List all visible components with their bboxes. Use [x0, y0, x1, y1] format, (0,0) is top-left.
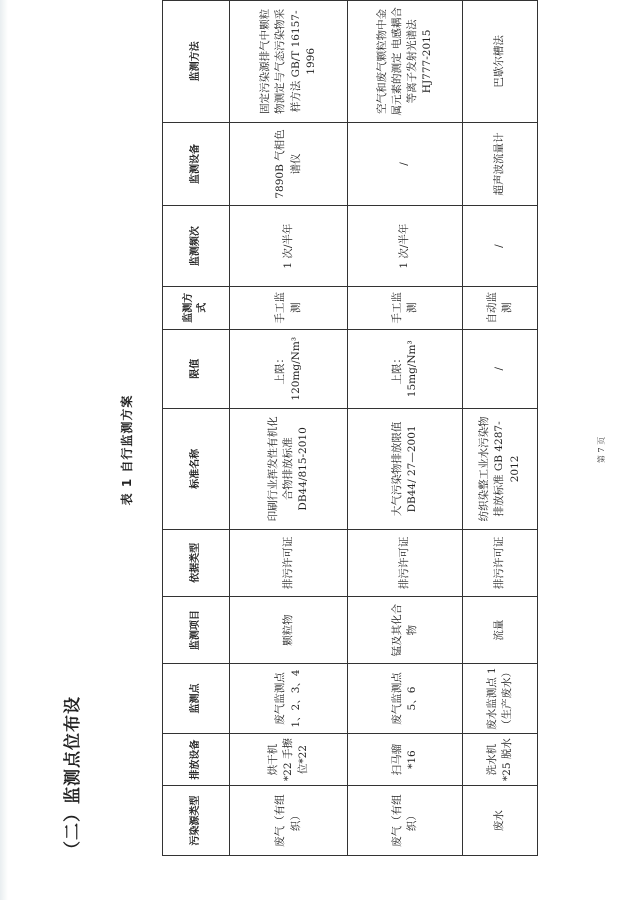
table-caption: 表 1 自行监测方案	[120, 394, 134, 506]
section-title: （二）监测点位布设	[63, 696, 83, 858]
col-header: 排放设备	[163, 733, 230, 785]
cell-basis: 排污许可证	[230, 529, 348, 596]
table-row	[348, 1, 463, 856]
cell-limit: 上限：120mg/Nm³	[230, 329, 348, 409]
cell-frequency: 1 次/半年	[230, 206, 348, 287]
cell-point: 废气监测点 5、6	[348, 664, 463, 734]
cell-standard: 纺织染整工业水污染物排放标准 GB 4287-2012	[463, 409, 538, 530]
cell-source-type: 废气（有组织）	[348, 786, 463, 856]
cell-equipment: 烘干机*22 手擦位*22	[230, 733, 348, 785]
cell-point: 废水监测点 1（生产废水）	[463, 664, 538, 734]
cell-device: 超声波流量计	[463, 122, 538, 206]
col-header: 监测方式	[163, 286, 230, 329]
col-header: 监测项目	[163, 597, 230, 664]
col-header: 监测点	[163, 664, 230, 734]
page-number: 第 7 页	[597, 436, 606, 464]
cell-device: /	[348, 122, 463, 206]
cell-method: 固定污染源排气中颗粒物测定与气态污染物采样方法 GB/T 16157-1996	[230, 1, 348, 123]
col-header: 监测方法	[163, 1, 230, 123]
monitoring-table	[162, 0, 538, 856]
cell-method: 巴歇尔槽法	[463, 1, 538, 123]
table-row	[463, 1, 538, 856]
cell-mode: 手工监测	[348, 286, 463, 329]
cell-mode: 手工监测	[230, 286, 348, 329]
col-header: 监测频次	[163, 206, 230, 287]
table-header-row	[163, 1, 230, 856]
cell-standard: 印刷行业挥发性有机化合物排放标准 DB44/815-2010	[230, 409, 348, 530]
cell-basis: 排污许可证	[348, 529, 463, 596]
col-header: 限值	[163, 329, 230, 409]
cell-standard: 大气污染物排放限值 DB44/ 27—2001	[348, 409, 463, 530]
cell-equipment: 扫马骝*16	[348, 733, 463, 785]
cell-frequency: /	[463, 206, 538, 287]
cell-item: 颗粒物	[230, 597, 348, 664]
cell-limit: 上限：15mg/Nm³	[348, 329, 463, 409]
cell-item: 流量	[463, 597, 538, 664]
cell-basis: 排污许可证	[463, 529, 538, 596]
cell-equipment: 洗水机*25 脱水	[463, 733, 538, 785]
cell-point: 废气监测点 1、2、3、4	[230, 664, 348, 734]
table-row	[230, 1, 348, 856]
col-header: 依据类型	[163, 529, 230, 596]
cell-source-type: 废气（有组织）	[230, 786, 348, 856]
cell-mode: 自动监测	[463, 286, 538, 329]
cell-limit: /	[463, 329, 538, 409]
cell-item: 锰及其化合物	[348, 597, 463, 664]
cell-frequency: 1 次/半年	[348, 206, 463, 287]
cell-source-type: 废水	[463, 786, 538, 856]
col-header: 标准名称	[163, 409, 230, 530]
cell-device: 7890B 气相色谱仪	[230, 122, 348, 206]
col-header: 监测设备	[163, 122, 230, 206]
col-header: 污染源类型	[163, 786, 230, 856]
cell-method: 空气和废气颗粒物中金属元素的测定 电感耦合等离子发射光谱法 HJ777-2015	[348, 1, 463, 123]
